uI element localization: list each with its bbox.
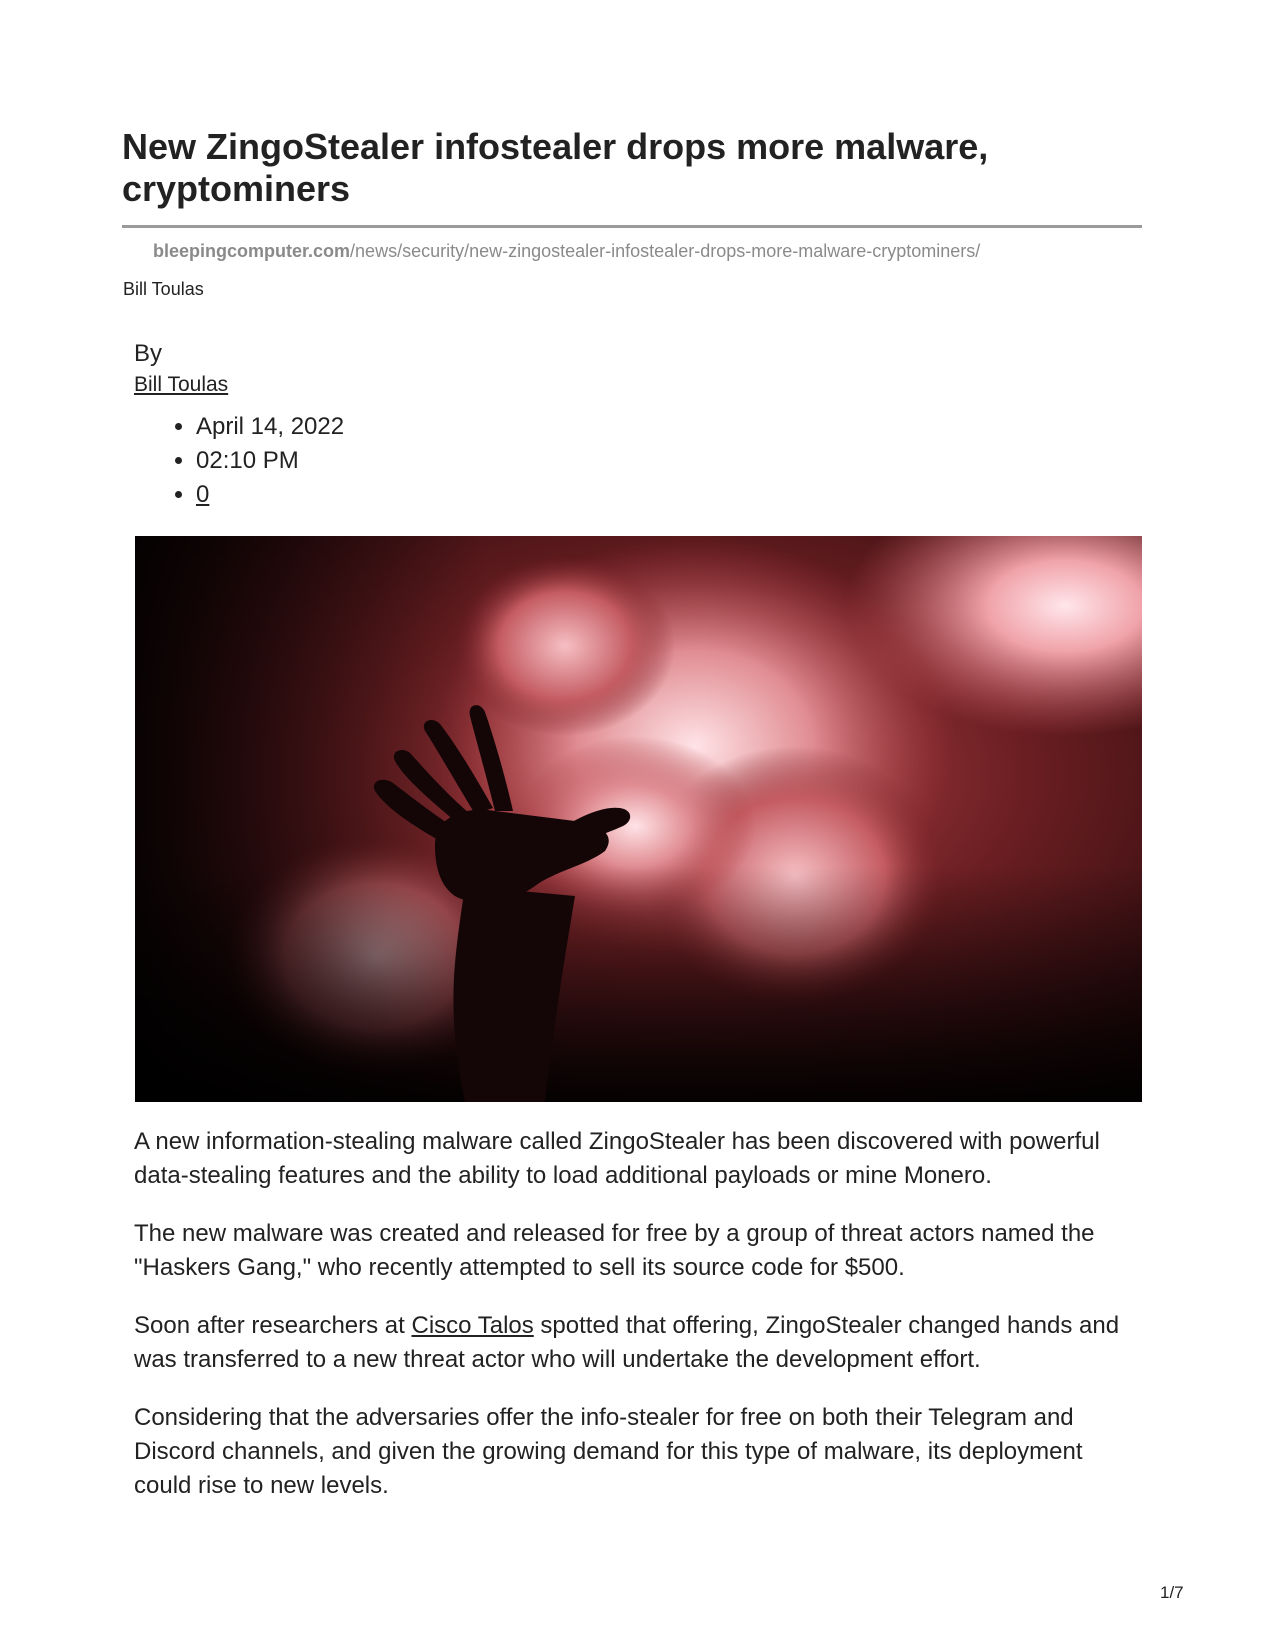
article-meta-list — [134, 410, 344, 512]
author-name-top: Bill Toulas — [123, 279, 204, 299]
article-time: • 02:10 PM — [196, 444, 344, 478]
source-path: /news/security/new-zingostealer-infostealer-drops-more-malware-cryptominers/ — [350, 241, 981, 261]
article-paragraph: The new malware was created and released for free by a group of threat actors named the "Haskers Gang," who recently attempted to sell its source code for $500. — [134, 1220, 1095, 1281]
article-title: New ZingoStealer infostealer drops more malware, cryptominers — [122, 126, 989, 209]
hero-image-art — [135, 536, 1142, 1102]
comments-count-item — [196, 478, 344, 512]
paragraph-text: spotted that offering, ZingoStealer changed hands and was transferred to a new threat actor who will undertake the development effort. — [134, 1312, 1120, 1373]
article-paragraph: A new information-stealing malware called ZingoStealer has been discovered with powerful data-stealing features and the ability to load additional payloads or mine Monero. — [134, 1128, 1100, 1189]
article-body — [134, 1125, 1144, 1527]
byline-label: By — [134, 340, 163, 367]
article-paragraph — [134, 1309, 1144, 1377]
page-number: 1/7 — [1160, 1583, 1184, 1602]
article-paragraph: Considering that the adversaries offer the info-stealer for free on both their Telegram and Discord channels, and given the growing demand for this type of malware, its deployment could rise to new levels. — [134, 1404, 1083, 1499]
cisco-talos-link[interactable]: Cisco Talos — [411, 1312, 534, 1339]
source-url[interactable] — [153, 240, 980, 262]
source-domain: bleepingcomputer.com — [153, 241, 351, 261]
title-divider — [122, 225, 1142, 228]
hero-image — [135, 536, 1142, 1102]
author-link[interactable]: Bill Toulas — [134, 373, 229, 396]
article-date: • April 14, 2022 — [196, 410, 344, 444]
comments-count-link[interactable]: 0 — [196, 481, 210, 508]
paragraph-text: Soon after researchers at — [134, 1312, 412, 1339]
